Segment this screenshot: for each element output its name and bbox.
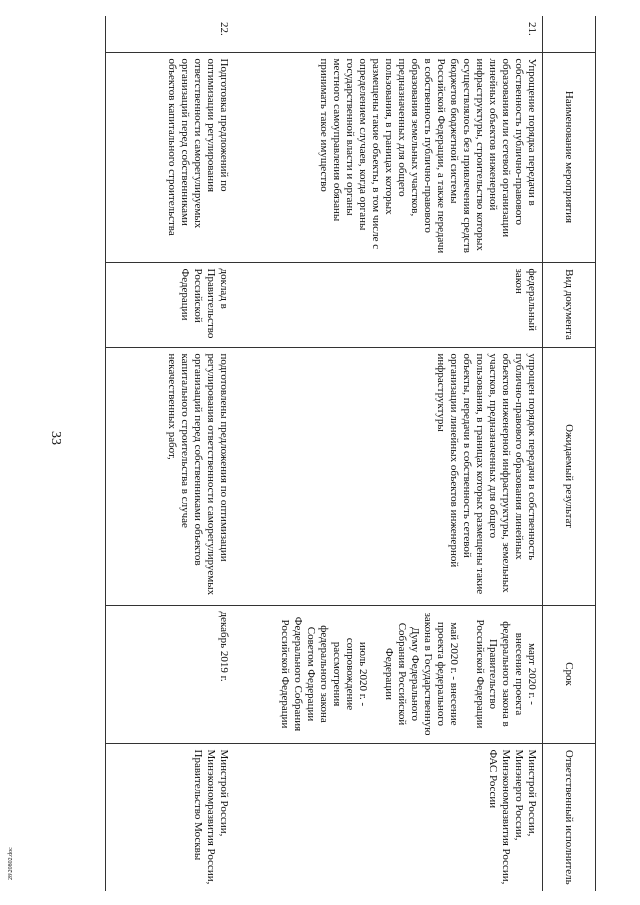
document-footer: 28\20802.doc xyxy=(8,847,14,880)
header-responsible-executor: Ответственный исполнитель xyxy=(543,743,596,891)
measures-table xyxy=(105,16,596,891)
header-expected-result: Ожидаемый результат xyxy=(543,347,596,605)
row-number: 22. xyxy=(106,16,235,52)
table-header-row xyxy=(543,16,596,891)
row-number: 21. xyxy=(526,22,538,36)
header-deadline: Срок xyxy=(543,605,596,743)
measures-table-wrapper xyxy=(66,16,596,891)
responsible-executor: Минстрой России, Минэнерго России, Минэкономразвития России, ФАС России xyxy=(234,743,543,891)
deadline: декабрь 2019 г. xyxy=(106,605,235,743)
deadline: март 2020 г. - внесение проекта федерального закона в Правительство Российской Федерации май 2020 г. - внесение проекта федерального закона в Государственную Думу Федерального Собрания Российской Федерации июль 2020 г. - сопровождение рассмотрения федерального закона Советом Федерации Федерального Собрания Российской Федерации xyxy=(234,605,543,743)
expected-result: упрощен порядок передачи в собственность публично-правового образования линейных объектов инженерной инфраструктуры, земельных участков, предназначенных для общего пользования, в границах которых размещены такие объекты, передачи в собственность сетевой организации линейных объектов инженерной инфраструктуры xyxy=(234,347,543,605)
document-type: доклад в Правительство Российской Федерации xyxy=(106,262,235,347)
responsible-executor: Минстрой России, Минэкономразвития России, Правительство Москвы xyxy=(106,743,235,891)
header-document-type: Вид документа xyxy=(543,262,596,347)
header-measure-name: Наименование мероприятия xyxy=(543,52,596,262)
page-number: 33 xyxy=(48,431,63,445)
table-row xyxy=(106,16,235,891)
document-type: федеральный закон xyxy=(234,262,543,347)
expected-result: подготовлены предложения по оптимизации регулирования ответственности саморегулируемых организаций перед собственниками объектов капитального строительства в случае некачественных работ, xyxy=(106,347,235,605)
measure-name: Упрощение порядка передачи в собственность публично-правового образования или сетевой организации линейных объектов инженерной инфраструктуры, строительство которых осуществлялось без привлечения средств бюджетов бюджетной системы Российской Федерации, а также передачи в собственность публично-правового образования земельных участков, предназначенных для общего пользования, в границах которых размещены такие объекты, в том числе с определением случаев, когда органы государственной власти и органы местного самоуправления обязаны принимать такое имущество xyxy=(234,52,543,262)
measure-name: Подготовка предложений по оптимизации регулирования ответственности саморегулируемых организаций перед собственниками объектов капитального строительства xyxy=(106,52,235,262)
header-number xyxy=(543,16,596,52)
table-row xyxy=(234,16,543,891)
